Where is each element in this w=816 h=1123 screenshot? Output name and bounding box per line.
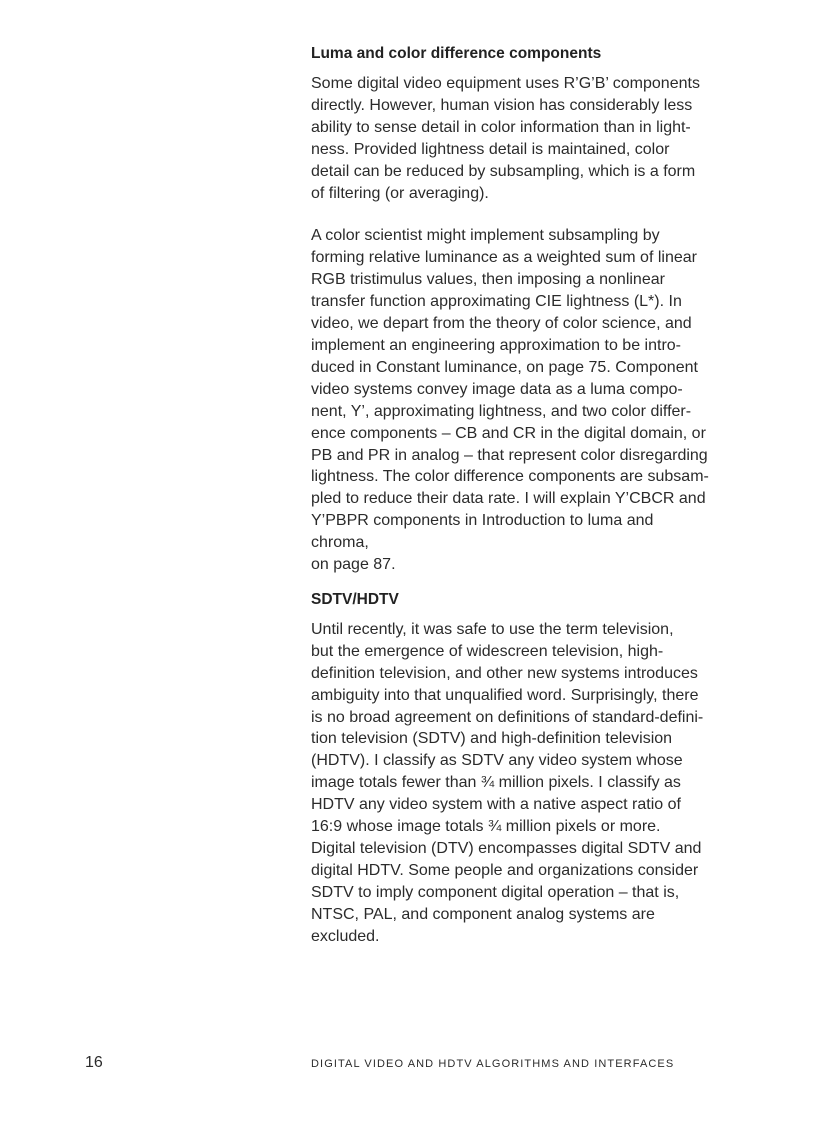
section-heading-sdtv-hdtv: SDTV/HDTV (311, 590, 399, 608)
text-column (311, 44, 709, 948)
page-number: 16 (85, 1054, 103, 1071)
paragraph-television-definitions: Until recently, it was safe to use the term television, but the emergence of widescreen television, high- definition television, and other new systems introduces ambiguity into that unqualified word. Surprisingly, there is no broad agreement on definitions of standard-defini- tion television (SDTV) and high-definition television (HDTV). I classify as SDTV any video system whose image totals fewer than ¾ million pixels. I classify as HDTV any video system with a native aspect ratio of 16:9 whose image totals ¾ million pixels or more. Digital television (DTV) encompasses digital SDTV and digital HDTV. Some people and organizations consider SDTV to imply component digital operation – that is, NTSC, PAL, and component analog systems are excluded. (311, 620, 704, 945)
section-heading-luma: Luma and color difference components (311, 45, 602, 62)
paragraph-subsampling: A color scientist might implement subsampling by forming relative luminance as a weighted sum of linear RGB tristimulus values, then imposing a nonlinear transfer function approximating CIE lightness (L*). In video, we depart from the theory of color science, and implement an engineering approximation to be intro- duced in Constant luminance, on page 75. Component video systems convey image data as a luma compo- nent, Y’, approximating lightness, and two color differ- ence components – CB and CR in the digital domain, or PB and PR in analog – that represent color disregarding lightness. The color difference components are subsam- pled to reduce their data rate. I will explain Y’CBCR and Y’PBPR components in Introduction to luma and chroma, on page 87. (311, 227, 709, 574)
paragraph-rgb-components: Some digital video equipment uses R’G’B’ components directly. However, human vision has considerably less ability to sense detail in color information than in light- ness. Provided lightness detail is maintained, color detail can be reduced by subsampling, which is a form of filtering (or averaging). (311, 75, 700, 202)
running-footer-title: DIGITAL VIDEO AND HDTV ALGORITHMS AND INTERFACES (311, 1058, 675, 1070)
